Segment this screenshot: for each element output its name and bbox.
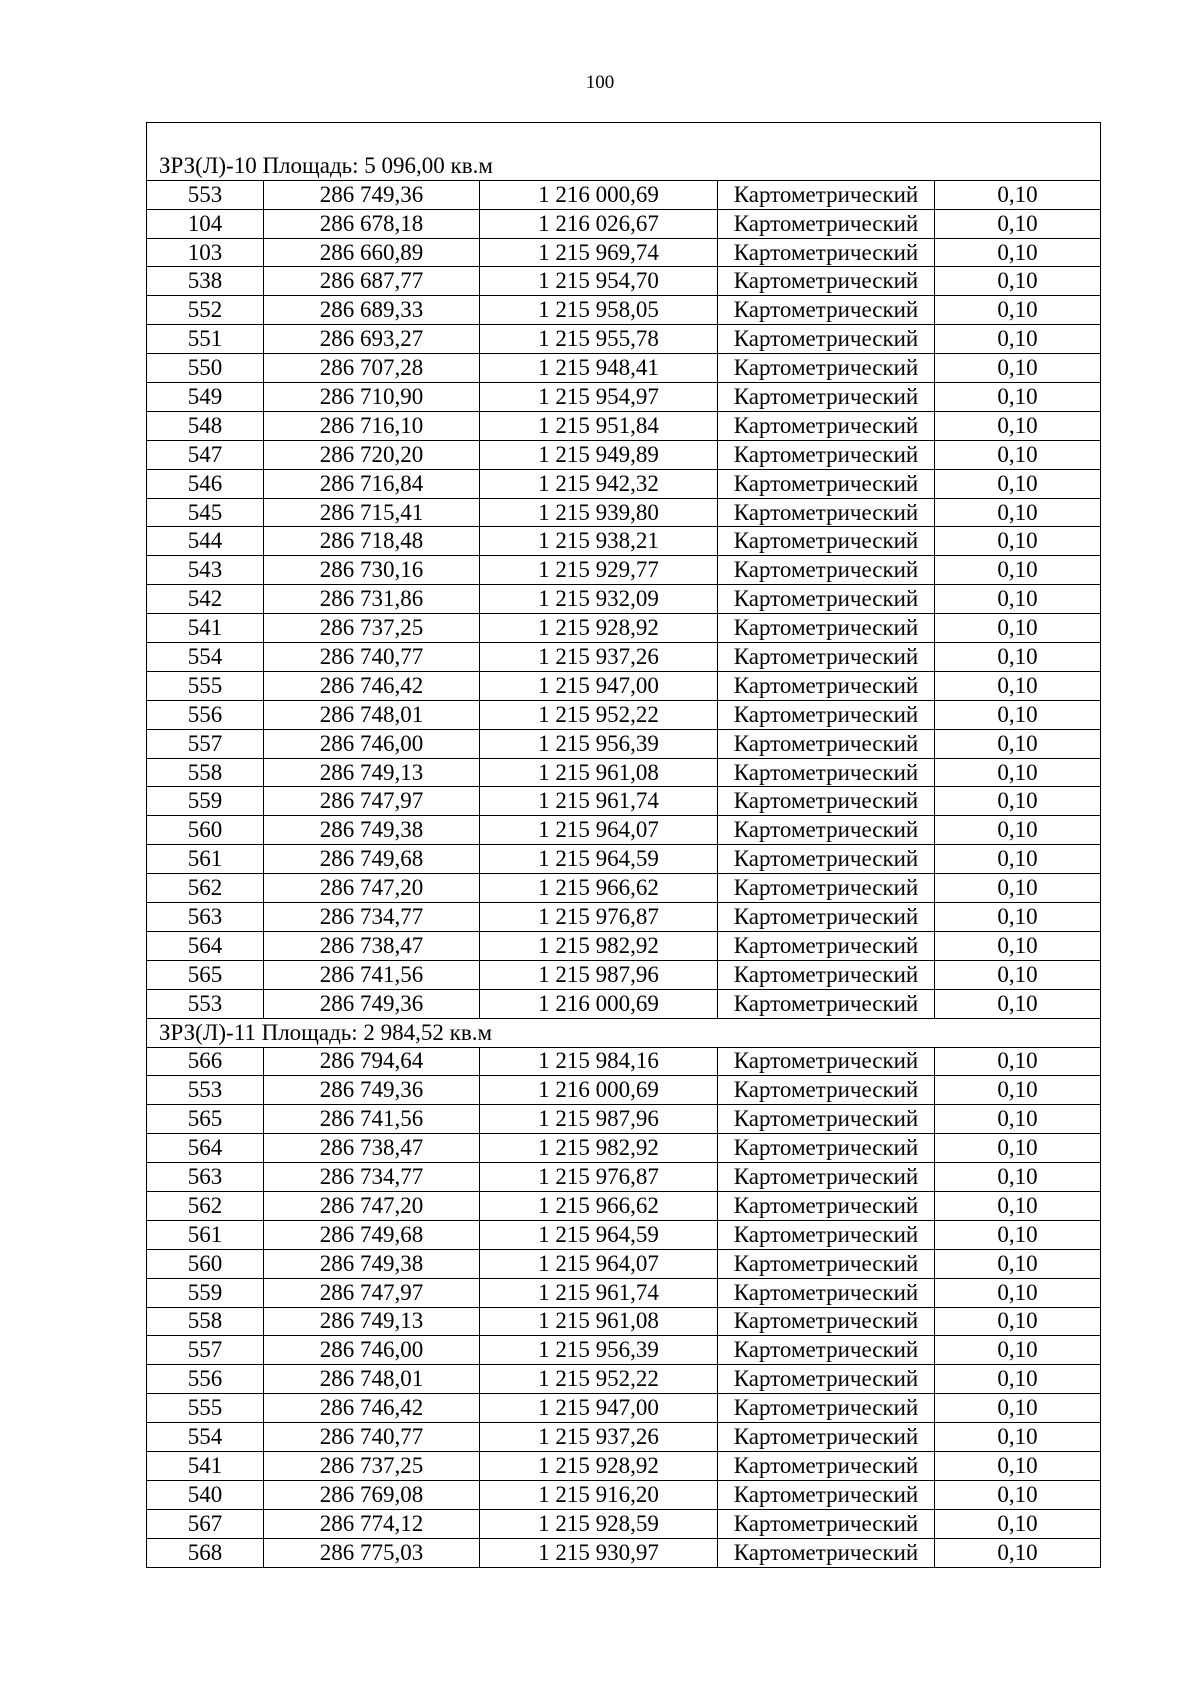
table-row (147, 1191, 1101, 1220)
accuracy-cell: 0,10 (935, 1278, 1101, 1307)
table-row (147, 643, 1101, 672)
y-coordinate-cell: 1 215 928,59 (480, 1509, 718, 1538)
y-coordinate-cell: 1 215 954,97 (480, 383, 718, 412)
y-coordinate-cell: 1 215 964,59 (480, 1220, 718, 1249)
accuracy-cell: 0,10 (935, 383, 1101, 412)
method-cell: Картометрический (718, 1163, 935, 1192)
method-cell: Картометрический (718, 411, 935, 440)
method-cell: Картометрический (718, 1538, 935, 1567)
table-row (147, 1509, 1101, 1538)
point-number-cell: 541 (147, 1451, 264, 1480)
method-cell: Картометрический (718, 469, 935, 498)
accuracy-cell: 0,10 (935, 845, 1101, 874)
method-cell: Картометрический (718, 498, 935, 527)
table-row (147, 209, 1101, 238)
point-number-cell: 548 (147, 411, 264, 440)
table-row (147, 1365, 1101, 1394)
accuracy-cell: 0,10 (935, 729, 1101, 758)
table-row (147, 1423, 1101, 1452)
method-cell: Картометрический (718, 903, 935, 932)
x-coordinate-cell: 286 741,56 (264, 960, 480, 989)
accuracy-cell: 0,10 (935, 498, 1101, 527)
x-coordinate-cell: 286 769,08 (264, 1480, 480, 1509)
y-coordinate-cell: 1 215 966,62 (480, 1191, 718, 1220)
y-coordinate-cell: 1 215 928,92 (480, 1451, 718, 1480)
accuracy-cell: 0,10 (935, 758, 1101, 787)
point-number-cell: 564 (147, 1134, 264, 1163)
y-coordinate-cell: 1 215 929,77 (480, 556, 718, 585)
method-cell: Картометрический (718, 1423, 935, 1452)
accuracy-cell: 0,10 (935, 903, 1101, 932)
x-coordinate-cell: 286 731,86 (264, 585, 480, 614)
point-number-cell: 568 (147, 1538, 264, 1567)
x-coordinate-cell: 286 748,01 (264, 1365, 480, 1394)
y-coordinate-cell: 1 215 982,92 (480, 931, 718, 960)
accuracy-cell: 0,10 (935, 960, 1101, 989)
y-coordinate-cell: 1 215 942,32 (480, 469, 718, 498)
table-row (147, 614, 1101, 643)
accuracy-cell: 0,10 (935, 325, 1101, 354)
coordinates-table (146, 122, 1101, 1568)
y-coordinate-cell: 1 215 937,26 (480, 643, 718, 672)
table-row (147, 1451, 1101, 1480)
method-cell: Картометрический (718, 671, 935, 700)
accuracy-cell: 0,10 (935, 556, 1101, 585)
x-coordinate-cell: 286 710,90 (264, 383, 480, 412)
y-coordinate-cell: 1 215 969,74 (480, 238, 718, 267)
method-cell: Картометрический (718, 296, 935, 325)
point-number-cell: 542 (147, 585, 264, 614)
x-coordinate-cell: 286 738,47 (264, 1134, 480, 1163)
table-row (147, 354, 1101, 383)
table-row (147, 989, 1101, 1018)
point-number-cell: 555 (147, 671, 264, 700)
x-coordinate-cell: 286 748,01 (264, 700, 480, 729)
accuracy-cell: 0,10 (935, 787, 1101, 816)
point-number-cell: 553 (147, 180, 264, 209)
point-number-cell: 541 (147, 614, 264, 643)
y-coordinate-cell: 1 215 952,22 (480, 700, 718, 729)
accuracy-cell: 0,10 (935, 1509, 1101, 1538)
method-cell: Картометрический (718, 440, 935, 469)
table-row (147, 556, 1101, 585)
table-row (147, 1278, 1101, 1307)
y-coordinate-cell: 1 215 928,92 (480, 614, 718, 643)
accuracy-cell: 0,10 (935, 816, 1101, 845)
method-cell: Картометрический (718, 1394, 935, 1423)
x-coordinate-cell: 286 749,36 (264, 989, 480, 1018)
accuracy-cell: 0,10 (935, 1394, 1101, 1423)
point-number-cell: 560 (147, 816, 264, 845)
point-number-cell: 565 (147, 1105, 264, 1134)
x-coordinate-cell: 286 715,41 (264, 498, 480, 527)
y-coordinate-cell: 1 215 982,92 (480, 1134, 718, 1163)
page-number: 100 (585, 72, 615, 93)
x-coordinate-cell: 286 734,77 (264, 903, 480, 932)
table-row (147, 440, 1101, 469)
accuracy-cell: 0,10 (935, 1480, 1101, 1509)
y-coordinate-cell: 1 215 961,74 (480, 787, 718, 816)
x-coordinate-cell: 286 716,84 (264, 469, 480, 498)
table-row (147, 729, 1101, 758)
method-cell: Картометрический (718, 267, 935, 296)
y-coordinate-cell: 1 215 951,84 (480, 411, 718, 440)
accuracy-cell: 0,10 (935, 411, 1101, 440)
x-coordinate-cell: 286 747,20 (264, 1191, 480, 1220)
y-coordinate-cell: 1 216 026,67 (480, 209, 718, 238)
method-cell: Картометрический (718, 989, 935, 1018)
accuracy-cell: 0,10 (935, 209, 1101, 238)
y-coordinate-cell: 1 215 966,62 (480, 874, 718, 903)
x-coordinate-cell: 286 746,00 (264, 1336, 480, 1365)
x-coordinate-cell: 286 718,48 (264, 527, 480, 556)
x-coordinate-cell: 286 737,25 (264, 1451, 480, 1480)
table-row (147, 238, 1101, 267)
table-row (147, 469, 1101, 498)
method-cell: Картометрический (718, 383, 935, 412)
method-cell: Картометрический (718, 758, 935, 787)
point-number-cell: 103 (147, 238, 264, 267)
y-coordinate-cell: 1 215 987,96 (480, 960, 718, 989)
table-row (147, 1134, 1101, 1163)
method-cell: Картометрический (718, 556, 935, 585)
y-coordinate-cell: 1 215 949,89 (480, 440, 718, 469)
y-coordinate-cell: 1 215 930,97 (480, 1538, 718, 1567)
table-row (147, 585, 1101, 614)
accuracy-cell: 0,10 (935, 585, 1101, 614)
method-cell: Картометрический (718, 1307, 935, 1336)
table-row (147, 816, 1101, 845)
x-coordinate-cell: 286 749,13 (264, 758, 480, 787)
method-cell: Картометрический (718, 238, 935, 267)
x-coordinate-cell: 286 740,77 (264, 1423, 480, 1452)
x-coordinate-cell: 286 749,13 (264, 1307, 480, 1336)
table-row (147, 758, 1101, 787)
method-cell: Картометрический (718, 874, 935, 903)
x-coordinate-cell: 286 678,18 (264, 209, 480, 238)
y-coordinate-cell: 1 215 937,26 (480, 1423, 718, 1452)
x-coordinate-cell: 286 749,36 (264, 1076, 480, 1105)
accuracy-cell: 0,10 (935, 1307, 1101, 1336)
point-number-cell: 544 (147, 527, 264, 556)
point-number-cell: 560 (147, 1249, 264, 1278)
method-cell: Картометрический (718, 845, 935, 874)
x-coordinate-cell: 286 720,20 (264, 440, 480, 469)
y-coordinate-cell: 1 215 948,41 (480, 354, 718, 383)
accuracy-cell: 0,10 (935, 614, 1101, 643)
method-cell: Картометрический (718, 1134, 935, 1163)
x-coordinate-cell: 286 734,77 (264, 1163, 480, 1192)
table-row (147, 498, 1101, 527)
accuracy-cell: 0,10 (935, 354, 1101, 383)
point-number-cell: 566 (147, 1047, 264, 1076)
point-number-cell: 546 (147, 469, 264, 498)
x-coordinate-cell: 286 747,97 (264, 787, 480, 816)
table-row (147, 383, 1101, 412)
accuracy-cell: 0,10 (935, 643, 1101, 672)
point-number-cell: 555 (147, 1394, 264, 1423)
accuracy-cell: 0,10 (935, 1163, 1101, 1192)
point-number-cell: 562 (147, 874, 264, 903)
point-number-cell: 545 (147, 498, 264, 527)
point-number-cell: 553 (147, 989, 264, 1018)
method-cell: Картометрический (718, 354, 935, 383)
method-cell: Картометрический (718, 960, 935, 989)
y-coordinate-cell: 1 216 000,69 (480, 989, 718, 1018)
table-row (147, 411, 1101, 440)
method-cell: Картометрический (718, 209, 935, 238)
x-coordinate-cell: 286 746,42 (264, 1394, 480, 1423)
y-coordinate-cell: 1 215 964,07 (480, 816, 718, 845)
accuracy-cell: 0,10 (935, 1191, 1101, 1220)
table-row (147, 700, 1101, 729)
accuracy-cell: 0,10 (935, 267, 1101, 296)
y-coordinate-cell: 1 215 961,08 (480, 758, 718, 787)
y-coordinate-cell: 1 215 961,08 (480, 1307, 718, 1336)
method-cell: Картометрический (718, 1047, 935, 1076)
y-coordinate-cell: 1 215 947,00 (480, 1394, 718, 1423)
method-cell: Картометрический (718, 1191, 935, 1220)
x-coordinate-cell: 286 738,47 (264, 931, 480, 960)
y-coordinate-cell: 1 215 964,07 (480, 1249, 718, 1278)
table-row (147, 874, 1101, 903)
point-number-cell: 551 (147, 325, 264, 354)
table-row (147, 787, 1101, 816)
method-cell: Картометрический (718, 700, 935, 729)
accuracy-cell: 0,10 (935, 700, 1101, 729)
method-cell: Картометрический (718, 1076, 935, 1105)
table-row (147, 325, 1101, 354)
table-row (147, 1538, 1101, 1567)
section-title-row (147, 151, 1101, 180)
accuracy-cell: 0,10 (935, 671, 1101, 700)
table-row (147, 527, 1101, 556)
x-coordinate-cell: 286 746,42 (264, 671, 480, 700)
x-coordinate-cell: 286 689,33 (264, 296, 480, 325)
accuracy-cell: 0,10 (935, 296, 1101, 325)
point-number-cell: 538 (147, 267, 264, 296)
x-coordinate-cell: 286 749,36 (264, 180, 480, 209)
method-cell: Картометрический (718, 1451, 935, 1480)
point-number-cell: 562 (147, 1191, 264, 1220)
x-coordinate-cell: 286 794,64 (264, 1047, 480, 1076)
table-row (147, 180, 1101, 209)
table-header-blank-row (147, 123, 1101, 152)
point-number-cell: 558 (147, 1307, 264, 1336)
accuracy-cell: 0,10 (935, 1105, 1101, 1134)
x-coordinate-cell: 286 660,89 (264, 238, 480, 267)
table-row (147, 1076, 1101, 1105)
y-coordinate-cell: 1 215 939,80 (480, 498, 718, 527)
x-coordinate-cell: 286 775,03 (264, 1538, 480, 1567)
point-number-cell: 563 (147, 903, 264, 932)
point-number-cell: 543 (147, 556, 264, 585)
accuracy-cell: 0,10 (935, 1423, 1101, 1452)
x-coordinate-cell: 286 749,38 (264, 816, 480, 845)
point-number-cell: 540 (147, 1480, 264, 1509)
y-coordinate-cell: 1 215 956,39 (480, 729, 718, 758)
point-number-cell: 547 (147, 440, 264, 469)
point-number-cell: 554 (147, 1423, 264, 1452)
section-title: ЗРЗ(Л)-11 Площадь: 2 984,52 кв.м (147, 1018, 1101, 1047)
section-title: ЗРЗ(Л)-10 Площадь: 5 096,00 кв.м (147, 151, 1101, 180)
table-row (147, 267, 1101, 296)
accuracy-cell: 0,10 (935, 238, 1101, 267)
accuracy-cell: 0,10 (935, 440, 1101, 469)
point-number-cell: 557 (147, 729, 264, 758)
y-coordinate-cell: 1 215 954,70 (480, 267, 718, 296)
point-number-cell: 104 (147, 209, 264, 238)
point-number-cell: 552 (147, 296, 264, 325)
point-number-cell: 556 (147, 700, 264, 729)
x-coordinate-cell: 286 741,56 (264, 1105, 480, 1134)
accuracy-cell: 0,10 (935, 1336, 1101, 1365)
method-cell: Картометрический (718, 1105, 935, 1134)
method-cell: Картометрический (718, 816, 935, 845)
accuracy-cell: 0,10 (935, 180, 1101, 209)
x-coordinate-cell: 286 774,12 (264, 1509, 480, 1538)
point-number-cell: 567 (147, 1509, 264, 1538)
accuracy-cell: 0,10 (935, 1047, 1101, 1076)
method-cell: Картометрический (718, 180, 935, 209)
section-title-row (147, 1018, 1101, 1047)
method-cell: Картометрический (718, 1480, 935, 1509)
y-coordinate-cell: 1 215 961,74 (480, 1278, 718, 1307)
x-coordinate-cell: 286 747,20 (264, 874, 480, 903)
x-coordinate-cell: 286 730,16 (264, 556, 480, 585)
y-coordinate-cell: 1 215 987,96 (480, 1105, 718, 1134)
table-row (147, 1220, 1101, 1249)
point-number-cell: 557 (147, 1336, 264, 1365)
y-coordinate-cell: 1 215 956,39 (480, 1336, 718, 1365)
point-number-cell: 554 (147, 643, 264, 672)
table-row (147, 1047, 1101, 1076)
method-cell: Картометрический (718, 643, 935, 672)
x-coordinate-cell: 286 693,27 (264, 325, 480, 354)
method-cell: Картометрический (718, 787, 935, 816)
table-row (147, 1394, 1101, 1423)
table-row (147, 1249, 1101, 1278)
point-number-cell: 549 (147, 383, 264, 412)
point-number-cell: 561 (147, 845, 264, 874)
table-row (147, 845, 1101, 874)
x-coordinate-cell: 286 737,25 (264, 614, 480, 643)
y-coordinate-cell: 1 215 958,05 (480, 296, 718, 325)
y-coordinate-cell: 1 215 916,20 (480, 1480, 718, 1509)
accuracy-cell: 0,10 (935, 1220, 1101, 1249)
method-cell: Картометрический (718, 1336, 935, 1365)
method-cell: Картометрический (718, 614, 935, 643)
point-number-cell: 565 (147, 960, 264, 989)
y-coordinate-cell: 1 215 947,00 (480, 671, 718, 700)
accuracy-cell: 0,10 (935, 527, 1101, 556)
point-number-cell: 559 (147, 787, 264, 816)
table-row (147, 960, 1101, 989)
accuracy-cell: 0,10 (935, 469, 1101, 498)
table-row (147, 1163, 1101, 1192)
y-coordinate-cell: 1 215 976,87 (480, 1163, 718, 1192)
x-coordinate-cell: 286 747,97 (264, 1278, 480, 1307)
x-coordinate-cell: 286 716,10 (264, 411, 480, 440)
method-cell: Картометрический (718, 1249, 935, 1278)
y-coordinate-cell: 1 215 955,78 (480, 325, 718, 354)
table-row (147, 1307, 1101, 1336)
accuracy-cell: 0,10 (935, 1538, 1101, 1567)
accuracy-cell: 0,10 (935, 1249, 1101, 1278)
point-number-cell: 556 (147, 1365, 264, 1394)
table-row (147, 1105, 1101, 1134)
method-cell: Картометрический (718, 729, 935, 758)
x-coordinate-cell: 286 749,68 (264, 845, 480, 874)
y-coordinate-cell: 1 215 984,16 (480, 1047, 718, 1076)
x-coordinate-cell: 286 749,38 (264, 1249, 480, 1278)
coordinates-table-body (147, 123, 1101, 1568)
x-coordinate-cell: 286 749,68 (264, 1220, 480, 1249)
table-row (147, 296, 1101, 325)
y-coordinate-cell: 1 215 932,09 (480, 585, 718, 614)
accuracy-cell: 0,10 (935, 1365, 1101, 1394)
method-cell: Картометрический (718, 1509, 935, 1538)
method-cell: Картометрический (718, 931, 935, 960)
blank-cell (147, 123, 1101, 152)
x-coordinate-cell: 286 687,77 (264, 267, 480, 296)
point-number-cell: 561 (147, 1220, 264, 1249)
point-number-cell: 550 (147, 354, 264, 383)
table-row (147, 903, 1101, 932)
point-number-cell: 553 (147, 1076, 264, 1105)
y-coordinate-cell: 1 216 000,69 (480, 1076, 718, 1105)
x-coordinate-cell: 286 740,77 (264, 643, 480, 672)
accuracy-cell: 0,10 (935, 989, 1101, 1018)
accuracy-cell: 0,10 (935, 1134, 1101, 1163)
table-row (147, 931, 1101, 960)
point-number-cell: 559 (147, 1278, 264, 1307)
y-coordinate-cell: 1 215 976,87 (480, 903, 718, 932)
table-row (147, 671, 1101, 700)
method-cell: Картометрический (718, 1278, 935, 1307)
table-row (147, 1480, 1101, 1509)
y-coordinate-cell: 1 215 938,21 (480, 527, 718, 556)
y-coordinate-cell: 1 215 964,59 (480, 845, 718, 874)
accuracy-cell: 0,10 (935, 874, 1101, 903)
y-coordinate-cell: 1 216 000,69 (480, 180, 718, 209)
accuracy-cell: 0,10 (935, 931, 1101, 960)
method-cell: Картометрический (718, 1220, 935, 1249)
accuracy-cell: 0,10 (935, 1451, 1101, 1480)
method-cell: Картометрический (718, 325, 935, 354)
method-cell: Картометрический (718, 1365, 935, 1394)
method-cell: Картометрический (718, 585, 935, 614)
x-coordinate-cell: 286 746,00 (264, 729, 480, 758)
point-number-cell: 564 (147, 931, 264, 960)
accuracy-cell: 0,10 (935, 1076, 1101, 1105)
point-number-cell: 563 (147, 1163, 264, 1192)
table-row (147, 1336, 1101, 1365)
method-cell: Картометрический (718, 527, 935, 556)
point-number-cell: 558 (147, 758, 264, 787)
y-coordinate-cell: 1 215 952,22 (480, 1365, 718, 1394)
x-coordinate-cell: 286 707,28 (264, 354, 480, 383)
